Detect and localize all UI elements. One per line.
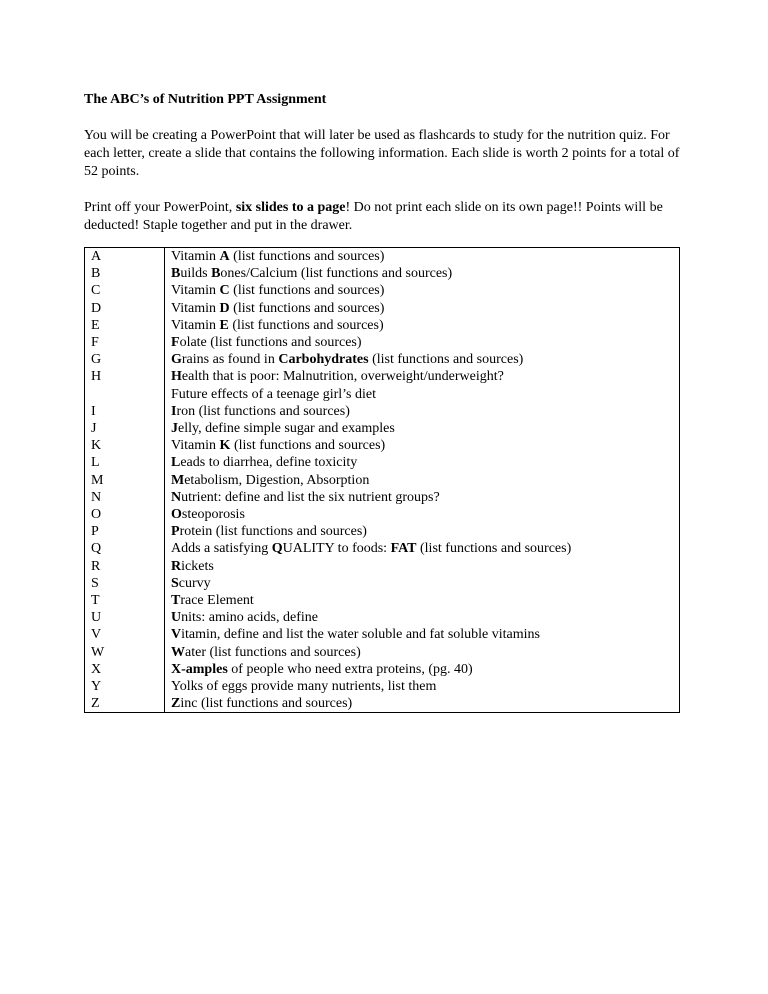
- topic-text: Adds a satisfying: [171, 541, 272, 557]
- topic-text: rotein (list functions and sources): [179, 524, 367, 540]
- topic-item: [171, 678, 679, 695]
- intro-line: You will be creating a PowerPoint that will later be used as flashcards to study for the nutrition: [84, 128, 616, 143]
- topic-item: [171, 472, 679, 489]
- letter-label: M: [91, 472, 104, 488]
- topic-text: Future effects of a teenage girl’s diet: [171, 386, 376, 402]
- letter-label: Q: [91, 541, 102, 557]
- topic-keyword: Carbohydrates: [278, 352, 369, 368]
- topic-keyword: V: [171, 627, 182, 643]
- topic-keyword: B: [171, 266, 181, 282]
- topic-text: Vitamin: [171, 300, 220, 316]
- topic-item: [171, 575, 679, 592]
- topic-keyword: L: [171, 455, 181, 471]
- topic-item: [171, 695, 679, 712]
- letter-label: P: [91, 524, 99, 540]
- letter-label: E: [91, 317, 100, 333]
- topic-text: eads to diarrhea, define toxicity: [180, 455, 358, 471]
- print-emphasis: six slides to a page: [235, 200, 346, 215]
- topic-text: ones/Calcium (list functions and sources): [220, 266, 453, 282]
- letter-label: V: [91, 627, 102, 643]
- topic-keyword: W: [171, 644, 185, 660]
- topic-text: elly, define simple sugar and examples: [178, 421, 395, 437]
- letter-label: D: [91, 300, 102, 316]
- topic-text: (list functions and sources): [228, 317, 384, 333]
- topic-text: (list functions and sources): [229, 283, 385, 299]
- topic-keyword: I: [171, 403, 177, 419]
- assignment-title: The ABC’s of Nutrition PPT Assignment: [84, 92, 327, 107]
- letter-label: [91, 386, 164, 403]
- topic-keyword: U: [171, 610, 182, 626]
- letter-label: L: [91, 455, 100, 471]
- topic-item: [171, 558, 679, 575]
- letter-label: R: [91, 558, 101, 574]
- topic-text: steoporosis: [181, 507, 245, 523]
- topic-keyword: H: [171, 369, 182, 385]
- topic-keyword: S: [171, 575, 179, 591]
- topic-keyword: E: [219, 317, 229, 333]
- letter-label: J: [91, 421, 97, 437]
- letter-label: O: [91, 507, 102, 523]
- intro-line: 2 points for a total of 52 points.: [84, 146, 680, 179]
- topic-item: [171, 540, 679, 557]
- topics-column: [165, 248, 680, 713]
- topic-text: (list functions and sources): [416, 541, 572, 557]
- topic-text: UALITY to foods:: [282, 541, 391, 557]
- topic-text: ater (list functions and sources): [185, 644, 361, 660]
- letter-label: H: [91, 369, 102, 385]
- topic-item: [171, 386, 679, 403]
- topic-text: etabolism, Digestion, Absorption: [184, 472, 370, 488]
- topic-text: uilds: [180, 266, 212, 282]
- print-text: ! Do not print each slide on its own page!! Points: [345, 200, 621, 215]
- topic-keyword: G: [171, 352, 182, 368]
- topic-text: inc (list functions and sources): [180, 696, 353, 712]
- topic-text: rains as found in: [181, 352, 279, 368]
- topic-item: [171, 265, 679, 282]
- print-text: Print off your PowerPoint,: [84, 200, 236, 215]
- topic-text: Vitamin: [171, 317, 220, 333]
- topic-item: [171, 644, 679, 661]
- table-row: [85, 248, 680, 713]
- print-text: will be deducted! Staple together and put in the drawer.: [84, 200, 663, 233]
- topic-item: [171, 334, 679, 351]
- topic-item: [171, 403, 679, 420]
- topic-text: curvy: [178, 575, 211, 591]
- letter-label: W: [91, 644, 105, 660]
- topic-text: utrient: define and list the six nutrient groups?: [181, 489, 440, 505]
- letter-label: G: [91, 352, 102, 368]
- topic-item: [171, 626, 679, 643]
- topic-keyword: O: [171, 507, 182, 523]
- letter-label: C: [91, 283, 101, 299]
- topic-item: [171, 609, 679, 626]
- topic-keyword: Z: [171, 696, 181, 712]
- topic-text: Yolks of eggs provide many nutrients, list them: [171, 679, 437, 695]
- letter-label: U: [91, 610, 102, 626]
- topic-item: [171, 248, 679, 265]
- abc-table: [84, 247, 680, 713]
- topic-item: [171, 300, 679, 317]
- topic-keyword: A: [219, 249, 230, 264]
- topic-text: of people who need extra proteins, (pg. 40): [227, 661, 473, 677]
- topic-item: [171, 437, 679, 454]
- topic-keyword: D: [219, 300, 230, 316]
- intro-line: quiz. For each letter, create a slide that contains the following information. Each slide is worth: [84, 128, 670, 161]
- intro-paragraph: [84, 127, 684, 181]
- topic-text: race Element: [180, 593, 254, 609]
- letter-label: T: [91, 593, 100, 609]
- letter-label: Y: [91, 679, 102, 695]
- topic-item: [171, 368, 679, 385]
- topic-text: Vitamin: [171, 438, 220, 454]
- topic-item: [171, 351, 679, 368]
- topic-text: nits: amino acids, define: [181, 610, 318, 626]
- letter-label: F: [91, 335, 99, 351]
- topic-text: (list functions and sources): [229, 249, 385, 264]
- topic-keyword: X-amples: [171, 661, 228, 677]
- topic-keyword: N: [171, 489, 182, 505]
- topic-item: [171, 661, 679, 678]
- topic-keyword: J: [171, 421, 178, 437]
- letter-label: N: [91, 489, 102, 505]
- letter-label: K: [91, 438, 102, 454]
- topic-keyword: C: [219, 283, 230, 299]
- topic-text: olate (list functions and sources): [179, 335, 362, 351]
- topic-item: [171, 282, 679, 299]
- print-instructions: [84, 199, 684, 235]
- topic-keyword: R: [171, 558, 182, 574]
- topic-item: [171, 592, 679, 609]
- topic-text: ealth that is poor: Malnutrition, overweight/underweight?: [181, 369, 504, 385]
- topic-item: [171, 454, 679, 471]
- topic-text: itamin, define and list the water soluble and fat soluble vitamins: [181, 627, 540, 643]
- topic-item: [171, 506, 679, 523]
- letter-label: Z: [91, 696, 100, 712]
- letter-label: I: [91, 403, 96, 419]
- topic-text: (list functions and sources): [229, 300, 385, 316]
- topic-keyword: Q: [271, 541, 283, 557]
- topic-item: [171, 489, 679, 506]
- topic-keyword: FAT: [390, 541, 417, 557]
- topic-text: Vitamin: [171, 283, 220, 299]
- topic-keyword: P: [171, 524, 180, 540]
- topic-text: Vitamin: [171, 249, 220, 264]
- topic-keyword: B: [211, 266, 221, 282]
- topic-keyword: T: [171, 593, 181, 609]
- topic-item: [171, 317, 679, 334]
- topic-keyword: M: [171, 472, 185, 488]
- topic-text: ron (list functions and sources): [176, 403, 350, 419]
- topic-keyword: K: [219, 438, 231, 454]
- topic-text: ickets: [181, 558, 214, 574]
- topic-text: (list functions and sources): [230, 438, 386, 454]
- letter-label: A: [91, 249, 102, 264]
- topic-item: [171, 420, 679, 437]
- topic-text: (list functions and sources): [368, 352, 524, 368]
- letter-label: X: [91, 661, 102, 677]
- letter-label: S: [91, 575, 99, 591]
- letter-label: B: [91, 266, 101, 282]
- topic-item: [171, 523, 679, 540]
- letters-column: [85, 248, 165, 713]
- topic-keyword: F: [171, 335, 180, 351]
